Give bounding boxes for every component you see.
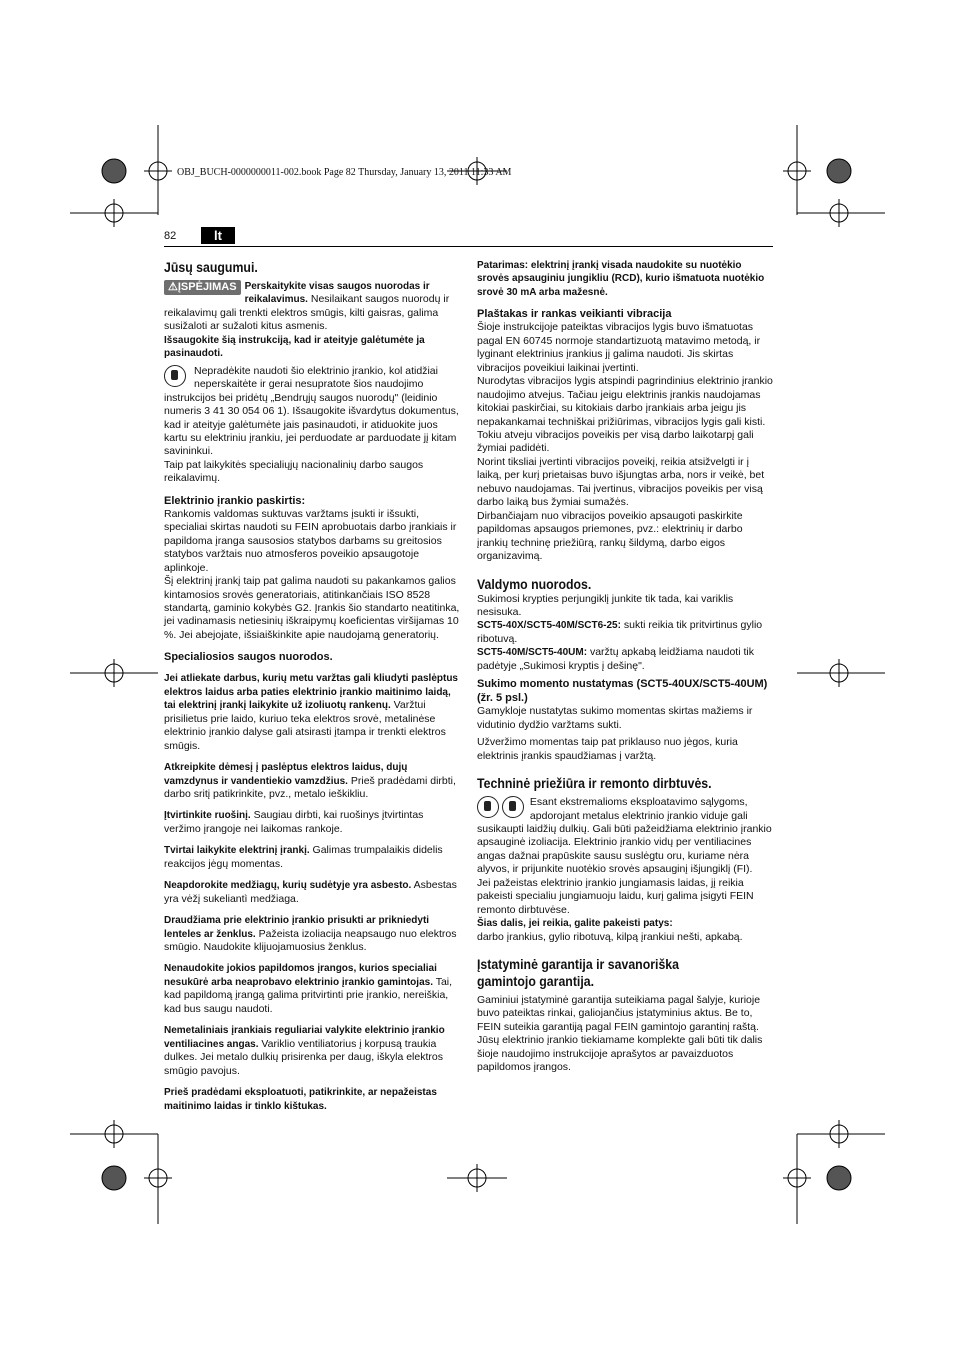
torque-heading: Sukimo momento nustatymas (SCT5-40UX/SCT5-40UM) (žr. 5 psl.) (477, 678, 768, 705)
safety-item: Atkreipkite dėmesį į paslėptus elektros laidus, dujų vamzdynus ir vandentiekio vamzdžius. Prieš pradėdami dirbti, darbo sritį patikrinkite, pvz., metalo ieškikliu. (164, 762, 456, 800)
warning-icon: ⚠ (168, 281, 178, 293)
warranty-text: Gaminiui įstatyminė garantija suteikiama pagal šalyje, kurioje buvo pateiktas rinkai, galiojančius įstatyminius aktus. Be to, FEIN suteikia garantiją pagal FEIN gamintojo garantinį raštą. (477, 994, 761, 1033)
replaceable-parts: darbo įrankius, gylio ribotuvą, kilpą įrankiui nešti, apkabą. (477, 930, 743, 943)
safety-item: Nenaudokite jokios papildomos įrangos, kurios specialiai nesukūrė arba neaprobavo elektrinio įrankio gamintojas. Tai, kad papildomą įrangą galima pritvirtinti prie įrankio, nereiškia, kad bus saugu naudoti. (164, 963, 453, 1015)
keep-instructions: Išsaugokite šią instrukciją, kad ir ateityje galėtumėte ja pasinaudoti. (164, 334, 425, 360)
warranty-text: Jūsų elektrinio įrankio tiekiamame komplekte gali būti tik dalis šioje naudojimo instrukcijoje aprašytos ar pavaizduotos papildomos įrangos. (477, 1034, 763, 1074)
safety-item: Prieš pradėdami eksploatuoti, patikrinkite, ar nepažeistas maitinimo laidas ir tinklo kištukas. (164, 1087, 437, 1112)
file-info: OBJ_BUCH-0000000011-002.book Page 82 Thursday, January 13, 2011 11:33 AM (177, 167, 512, 178)
vibration-text: Norint tiksliai įvertinti vibracijos poveikį, reikia atsižvelgti ir į laiką, per kurį prietaisas buvo išjungtas arba, nors ir veikė, bet nebuvo naudojamas. Tai įvertinus, vibracijos poveikis per visą darbo laiką bus žymiai sumažės. (477, 455, 765, 509)
read-instructions-paragraph: Nepradėkite naudoti šio elektrinio įrankio, kol atidžiai neperskaitėte ir gerai nesupratote šios naudojimo instrukcijos bei pridėtų „Bendrųjų saugos nuorodų" (leidinio numeris 3 41 30 054 06 1). Išsaugokite išvardytus dokumentus, kad ir ateityje galėtumėte jais pasinaudoti, ir atiduokite juos kartu su elektriniu įrankiu, jei perduodate ar parduodate jį kitam savininkui. (164, 364, 459, 458)
safety-item: Jei atliekate darbus, kurių metu varžtas gali kliudyti paslėptus elektros laidus arba paties elektrinio įrankio maitinimo laidą, tai elektrinį įrankį laikykite už izoliuotų rankenų. Varžtui prisilietus prie laido, kuriuo teka elektros srovė, metalinėse elektrinio įrankio dalyse gali atsirasti įtampa ir trenkti elektros smūgis. (164, 673, 458, 752)
operating-model-note: SCT5-40X/SCT5-40M/SCT6-25: sukti reikia tik pritvirtinus gylio ribotuvą. (477, 619, 763, 645)
left-column (164, 259, 462, 1113)
replaceable-parts-heading: Šias dalis, jei reikia, galite pakeisti patys: (477, 918, 673, 930)
operating-text: Sukimosi krypties perjungiklį junkite tik tada, kai variklis nesisuka. (477, 592, 734, 618)
section-heading-warranty: Įstatyminė garantija ir savanoriška (477, 956, 680, 973)
rcd-tip: Patarimas: elektrinį įrankį visada naudokite su nuotėkio srovės apsauginiu jungikliu (RCD), kurio išmatuota nuotėkio srovė 30 mA arba mažesnė. (477, 260, 765, 298)
special-safety-heading: Specialiosios saugos nuorodos. (164, 651, 333, 664)
section-heading-safety: Jūsų saugumui. (164, 259, 258, 275)
torque-text: Užveržimo momentas taip pat priklauso nuo jėgos, kuria elektrinis įrankis spaudžiamas į varžtą. (477, 736, 738, 762)
section-heading-maintenance: Techninė priežiūra ir remonto dirbtuvės. (477, 775, 712, 792)
read-manual-icon (164, 365, 186, 387)
section-heading-operating: Valdymo nuorodos. (477, 575, 592, 592)
maintenance-text: Jei pažeistas elektrinio įrankio jungiamasis laidas, jį reikia pakeisti specialiu jungiamuoju laidu, kurį galima įsigyti FEIN remonto dirbtuvėse. (477, 876, 754, 916)
safety-item: Tvirtai laikykite elektrinį įrankį. Galimas trumpalaikis didelis reakcijos jėgų momentas. (164, 844, 443, 870)
generator-text: Šį elektrinį įrankį taip pat galima naudoti su pakankamos galios kintamosios srovės generatoriais, atitinkančiais ISO 8528 standartą, gaminio kokybės G2. Įrankis šio standarto neatitinka, jei vadinamasis netiesinių iškraipymų koeficientas viršijamas 10 %. Jei abejojate, išsiaiškinkite apie naudojamą generatorių. (164, 575, 460, 641)
header-rule (164, 246, 773, 247)
page-number: 82 (164, 230, 177, 242)
safety-item: Neapdorokite medžiagų, kurių sudėtyje yra asbesto. Asbestas yra vėžį sukeliantì medžiaga. (164, 879, 457, 905)
purpose-heading: Elektrinio įrankio paskirtis: (164, 494, 306, 507)
vibration-text: Šioje instrukcijoje pateiktas vibracijos lygis buvo išmatuotas pagal EN 60745 normoje standartizuotą matavimo metodą, ir lyginant elektrinius įrankius jį galima naudoti. Jis skirtas vibracijos poveikiui laikinai įvertinti. (477, 321, 761, 374)
safety-item: Nemetaliniais įrankiais reguliariai valykite elektrinio įrankio ventiliacines angas. Variklio ventiliatorius į korpusą traukia dulkes. Jei metalo dulkių prisirenka per daug, iškyla elektros smūgio pavojus. (164, 1025, 445, 1077)
safety-item: Draudžiama prie elektrinio įrankio prisukti ar prikniedyti lenteles ar ženklus. Pažeista izoliacija neapsaugo nuo elektros smūgio. Naudokite klijuojamuosius ženklus. (164, 915, 457, 954)
operating-model-note: SCT5-40M/SCT5-40UM: varžtų apkabą leidžiama naudoti tik padėtyje „Sukimosi kryptis į dešinę". (477, 646, 754, 672)
vibration-text: Dirbančiajam nuo vibracijos poveikio apsaugoti paskirkite papildomas apsaugos priemones, pvz.: elektrinių ir darbo įrankių techninę priežiūrą, rankų šildymą, darbo eigos organizavimą. (477, 509, 743, 563)
section-heading-warranty-line2: gamintojo garantija. (477, 973, 595, 990)
national-regulations: Taip pat laikykitės specialiųjų nacionalinių darbo saugos reikalavimų. (164, 458, 424, 485)
warning-badge: ⚠ĮSPĖJIMAS (164, 280, 241, 295)
vibration-heading: Plaštakas ir rankas veikianti vibracija (477, 308, 672, 321)
maintenance-text: Esant ekstremalioms eksploatavimo sąlygoms, apdorojant metalus elektrinio įrankio viduje gali susikaupti laidžių dulkių. Gali būti pažeidžiama elektrinio įrankio apsauginė izoliacija. Elektrinio įrankio vidų per ventiliacines angas dažnai prapūskite sausu suslėgtu oru, kuriame nėra alyvos, ir prijunkite nuotėkio srovės apsauginį išjungiklį (FI). (477, 796, 772, 876)
right-column (477, 259, 775, 1075)
vibration-text: Nurodytas vibracijos lygis atspindi pagrindinius elektrinio įrankio naudojimo atvejus. Tačiau jeigu elektrinis įrankis naudojamas kitokiai paskirčiai, su kitokiais darbo įrankiais arba jeigu jis nepakankamai techniškai prižiūrimas, vibracijos lygis gali kisti. Tokiu atveju vibracijos poveikis per visą darbo laikotarpį gali žymiai padidėti. (477, 375, 773, 455)
language-tab: lt (201, 227, 235, 244)
safety-item: Įtvirtinkite ruošinį. Saugiau dirbti, kai ruošinys įtvirtintas veržimo įrangoje nei laikomas rankoje. (164, 809, 424, 835)
eye-protection-icon (477, 796, 499, 818)
purpose-text: Rankomis valdomas suktuvas varžtams įsukti ir išsukti, specialiai skirtas naudoti su FEIN aprobuotais darbo įrankiais ir papildoma įranga sausosios statybos darbams su greitosios statybos varžtais nuo atmosferos poveikio apsaugotoje aplinkoje. (164, 507, 457, 574)
maintenance-icons (477, 796, 524, 822)
warning-paragraph: ⚠ĮSPĖJIMAS Perskaitykite visas saugos nuorodas ir reikalavimus. Nesilaikant saugos nuorodų ir reikalavimų gali trenkti elektros smūgis, kilti gaisras, galima susižaloti ar sužaloti kitus asmenis. (164, 281, 450, 333)
fi-switch-icon (502, 796, 524, 818)
torque-text: Gamykloje nustatytas sukimo momentas skirtas mažiems ir vidutinio dydžio varžtams sukti. (477, 705, 753, 731)
